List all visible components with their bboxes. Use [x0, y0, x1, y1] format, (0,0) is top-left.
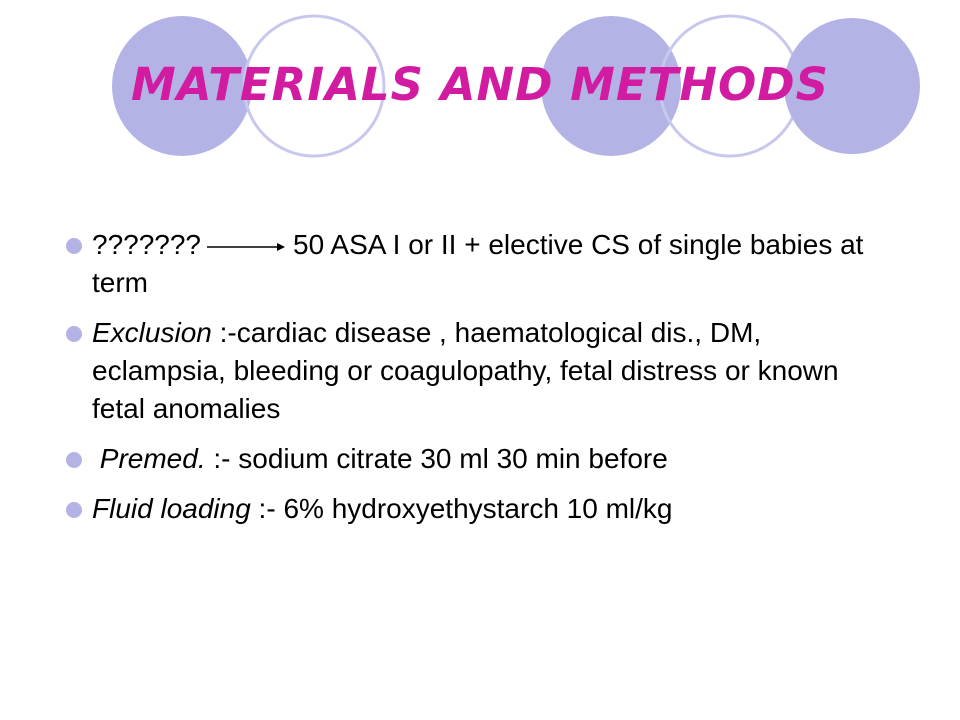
bullet-italic-label: Fluid loading	[92, 493, 251, 524]
bullet-dot-icon	[66, 238, 82, 254]
bullet-text: 50 ASA I or II + elective CS of single babies at term	[92, 229, 864, 298]
bullet-dot-icon	[66, 326, 82, 342]
bullet-text: :- sodium citrate 30 ml 30 min before	[205, 443, 668, 474]
bullet-lead-text: ???????	[92, 229, 202, 260]
bullet-dot-icon	[66, 502, 82, 518]
bullet-item	[66, 440, 896, 478]
bullet-text: :-cardiac disease , haematological dis., DM, eclampsia, bleeding or coagulopathy, fetal distress or known fetal anomalies	[92, 317, 839, 424]
right-arrow-icon	[205, 237, 287, 257]
bullet-item	[66, 490, 896, 528]
bullet-italic-label: Premed.	[99, 443, 206, 474]
bullet-item	[66, 226, 896, 302]
bullet-text: :- 6% hydroxyethystarch 10 ml/kg	[250, 493, 673, 524]
bullet-list	[66, 226, 896, 540]
bullet-item	[66, 314, 896, 428]
bullet-italic-label: Exclusion	[92, 317, 212, 348]
bullet-dot-icon	[66, 452, 82, 468]
slide-title: MATERIALS AND METHODS	[130, 58, 830, 111]
